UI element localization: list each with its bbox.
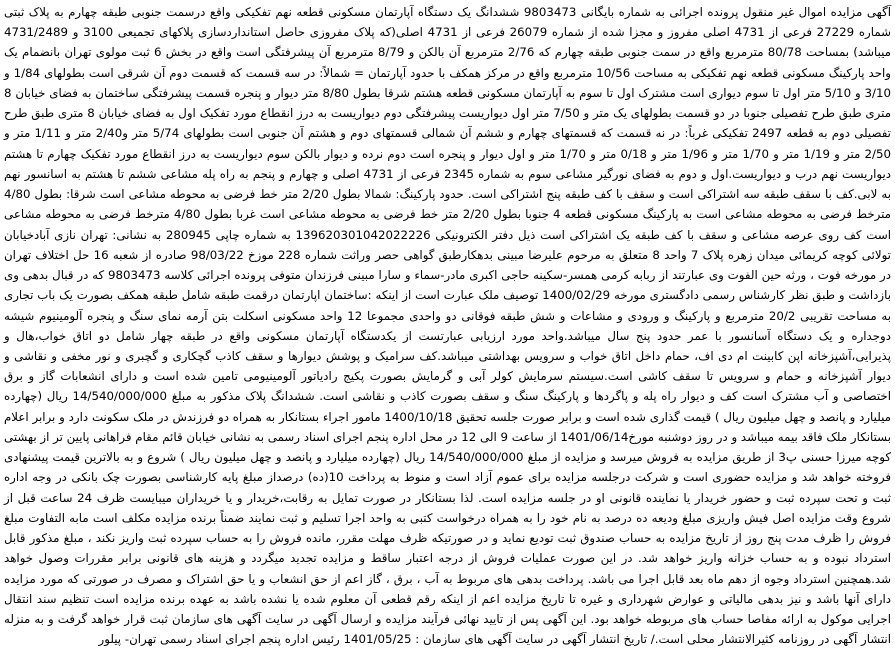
auction-notice-text: آگهی مزایده اموال غیر منقول پرونده اجرائی به شماره بایگانی 9803473 ششدانگ یک دستگاه آپارتمان مسکونی قطعه نهم تفکیکی واقع درسمت جنوبی طبقه چهارم به پلاک ثبتی شماره 27229 فرعی از 4731 اصلی مفروز و مجزا شده از شماره 26079 فرعی از 4731 اصلی(که پلاک مفروزی حاصل استانداردسازی پلاکهای تجمیعی 3100 و 4731/2489 میباشد) بمساحت 80/78 مترمربع واقع در سمت جنوبی طبقه چهارم که 2/76 مترمربع آن بالکن و 8/79 مترمربع آن پیشرفتگی است واقع در بخش 6 ثبت مولوی تهران بانضمام یک واحد پارکینگ مسکونی قطعه نهم تفکیکی به مساحت 10/56 مترمربع واقع در مرکز همکف با حدود آپارتمان = شمالاً: در سه قسمت که قسمت دوم آن شرقی است بطولهای 1/84 و 3/10 و 5/10 متر اول تا سوم دیواری است مشترک اول تا سوم به آپارتمان مسکونی قطعه هشتم شرقا بطول 8/80 متر دیوار و پنجره قسمت پیشرفتگی ساختمان به فضای خیابان 8 متری طبق طرح تفصیلی جنوبا در دو قسمت بطولهای یک متر و 7/50 متر اول دیواریست پیشرفتگی دوم دیواریست به درز انقطاع مورد تفکیک اول به فضای خیابان 8 متری طبق طرح تفصیلی دوم به قطعه 2497 تفکیکی غرباً: در نه قسمت که قسمتهای چهارم و ششم آن شمالی قسمتهای دوم و هشتم آن جنوبی است بطولهای 5/74 متر و2/40 متر و 1/11 متر و 2/50 متر و 1/19 متر و 1/70 متر و 1/96 متر و 0/18 متر و 1/70 متر و اول دیوار و پنجره است دوم نرده و دیوار بالکن سوم دیواریست به درز انقطاع مورد تفکیک چهارم تا هشتم دیواریست نهم درب و دیواریست.اول و دوم به فضای نورگیر مشاعی سوم به شماره 2345 فرعی از 4731 اصلی و چهارم و پنجم به راه پله مشاعی ششم تا هشتم به اسانسور نهم به لابی.کف با سقف طبقه سه اشتراکی است و سقف با کف طبقه پنج اشتراکی است. حدود پارکینگ: شمالا بطول 2/20 متر خط فرضی به محوطه مشاعی است شرقا: بطول 4/80 مترخط فرضی به محوطه مشاعی است به پارکینگ مسکونی قطعه 4 جنوبا بطول 2/20 متر خط فرضی به محوطه مشاعی است غربا بطول 4/80 مترخط فرضی به محوطه مشاعی است کف روی عرصه مشاعی و سقف با کف طبقه یک اشتراکی است ذیل دفتر الکترونیکی 139620301042022226 به شماره چاپی 280945 به نشانی: تهران نازی آبادخیابان تولائی کوچه کریمائی میدان زهره پلاک 7 واحد 8 متعلق به مرحوم علیرضا مبینی بدهکارطبق گواهی حصر وراثت شماره 228 موزخ 98/03/22 صادره از شعبه 16 حل اختلاف تهران در مورخه فوت ، ورثه حین الفوت وی عبارتند از ربابه کرمی همسر-سکینه حاجی اکبری مادر-سماء و سارا مبینی فرزندان متوفی پرونده اجرائی کلاسه 9803473 که در قبال بدهی وی بازداشت و طبق نظر کارشناس رسمی دادگستری مورخه 1400/02/29 توصیف ملک عبارت است از اینکه :ساختمان اپارتمان درقمت طبقه شامل طبقه همکف بصورت یک باب تجاری به مساحت تقریبی 20/2 مترمربع و پارکینگ و ورودی و مشاعات و شش طبقه فوقانی دو واحدی مجموعا 12 واحد مسکونی اسکلت بتن آرمه نمای سنگ و پنجره آلومینیوم شیشه دوجداره و یک دستگاه آسانسور با عمر حدود پنج سال میباشد.واحد مورد ارزیابی عبارتست از یکدستگاه آپارتمان مسکونی واقع در طبقه چهار شامل دو اتاق خواب،هال و پذیرایی،آشپزخانه اپن کابینت ام دی اف، حمام داخل اتاق خواب و سرویس بهداشتی میباشد.کف سرامیک و پوشش دیوارها و سقف کاذب گچکاری و گچبری و نور مخفی و نقاشی و دیوار آشپزخانه و حمام و سرویس تا سقف کاشی است.سیستم سرمایش کولر آبی و گرمایش بصورت پکیج رادیاتور آلومینیومی تامین شده است و دارای انشعابات گاز و برق اختصاصی و آب مشترک است کف و دیوار راه پله و پاگردها و پارکینگ سنگ و سقف بصورت کاذب و نقاشی است. ششدانگ پلاک مذکور به مبلغ 14/540/000/000 ریال (چهارده میلیارد و پانصد و چهل میلیون ریال ) قیمت گذاری شده است و برابر صورت جلسه تحقیق 1400/10/18 مامور اجراء بستانکار به همراه دو فرزندش در ملک سکونت دارد و برابر اعلام بستانکار ملک فاقد بیمه میباشد و در روز دوشنبه مورخ1401/06/14 از ساعت 9 الی 12 در محل اداره پنجم اجرای اسناد رسمی به نشانی خیابان قائم مقام فراهانی پایین تر از بهشتی کوچه میرزا حسنی پ3 از طریق مزایده به فروش میرسد و مزایده از مبلغ 14/540/000/000 ریال (چهارده میلیارد و پانصد و چهل میلیون ریال ) شروع و به بالاترین قیمت پیشنهادی فروخته خواهد شد و مزایده حضوری است و شرکت درجلسه مزایده برای عموم آزاد است و منوط به پرداخت 10(ده) درصداز مبلغ پایه کارشناسی بصورت چک بانکی در وجه اداره ثبت و تحت سپرده ثبت و حضور خریدار یا نماینده قانونی او در جلسه مزایده است. لذا بستانکار در صورت تمایل به رقابت،خریدار و یا خریداران میبایست ظرف 24 ساعت قبل از شروع وقت مزایده اصل فیش واریزی مبلغ ودیعه ده درصد به نام خود را به همراه درخواست کتبی به واحد اجرا تسلیم و ثبت نمایند ضمناً برنده مزایده مکلف است مابه التفاوت مبلغ فروش را ظرف مدت پنج روز از تاریخ مزایده به حساب صندوق ثبت تودیع نماید و در صورتیکه ظرف مهلت مقرر، مانده فروش را به حساب سپرده ثبت واریز نکند ، مبلغ مذکور قابل استرداد نبوده و به حساب خزانه واریز خواهد شد. در این صورت عملیات فروش از درجه اعتبار ساقط و مزایده تجدید میگردد و هزینه های قانونی برابر مقررات وصول خواهد شد.همچنین استرداد وجوه از دهم ماه بعد قابل اجرا می باشد. پرداخت بدهی های مربوط به آب ، برق ، گاز اعم از حق انشعاب و یا حق اشتراک و مصرف در صورتی که مورد مزایده دارای آنها باشد و نیز بدهی مالیاتی و عوارض شهرداری و غیره تا تاریخ مزایده اعم از اینکه رقم قطعی آن معلوم شده یا نشده باشد به عهده برنده مزایده است تنظیم سند انتقال اجرایی موکول به ارائه مفاصا حساب های مربوطه خواهد بود. این آگهی پس از تایید نهائی فرآیند مزایده و ارسال آگهی در سایت آگهی های سازمان ثبت قرار خواهد گرفت و به منزله انتشار آگهی در روزنامه کثیرالانتشار محلی است./ تاریخ انتشار آگهی در سایت آگهی های سازمان : 1401/05/25 رئیس اداره پنجم اجرای اسناد رسمی تهران- پیلور: [4, 5, 892, 647]
